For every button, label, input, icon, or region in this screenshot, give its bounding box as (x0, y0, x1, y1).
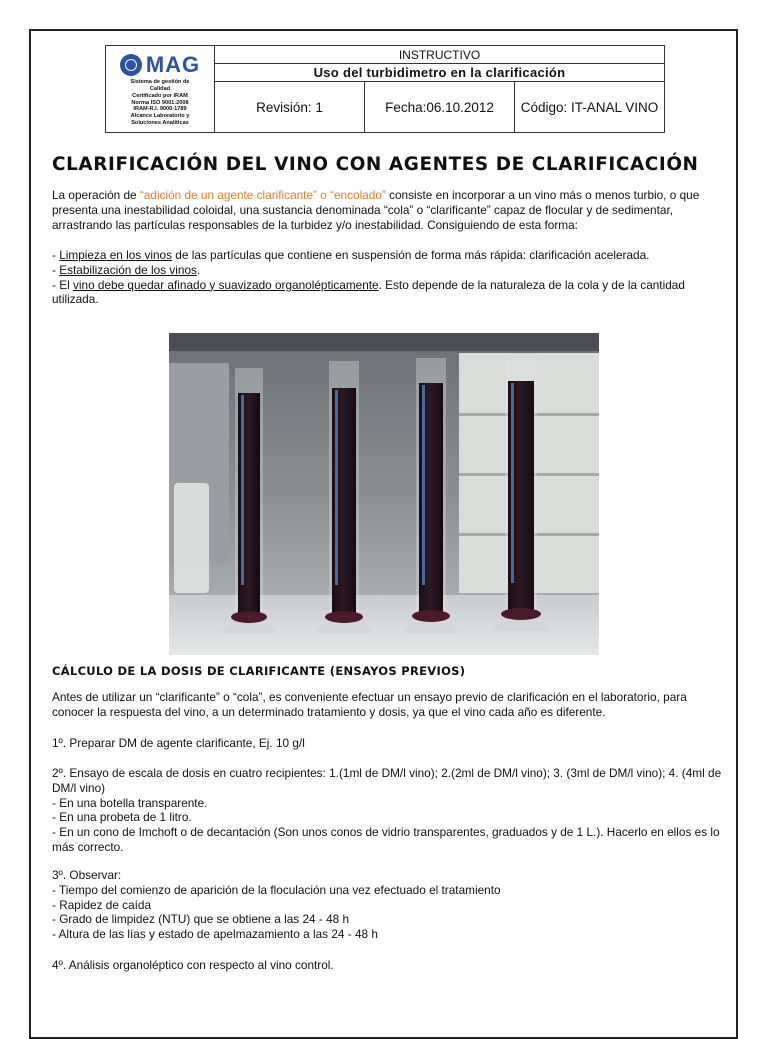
logo-block (106, 46, 215, 133)
step-3 (52, 868, 728, 942)
pretest-paragraph: Antes de utilizar un “clarificante” o “cola”, es conveniente efectuar un ensayo previo de clarificación en el laboratorio, para conocer la respuesta del vino, a un determinado tratamiento y dosis, ya que el vino cada año es diferente. (52, 690, 687, 719)
cert-line: Alcance Laboratorio y (130, 113, 190, 120)
cert-line: Norma ISO 9001:2008 (131, 99, 189, 106)
underlined-term: vino debe quedar afinado y suavizado organolépticamente (72, 277, 379, 292)
doc-type: INSTRUCTIVO (215, 46, 665, 64)
certification-text (106, 79, 214, 127)
graduated-cylinders-photo (169, 333, 599, 655)
revision-cell: Revisión: 1 (215, 82, 365, 133)
doc-title: Uso del turbidimetro en la clarificación (215, 64, 665, 82)
step-line: - Rapidez de caída (52, 897, 152, 912)
cert-line: Sistema de gestión de (130, 79, 190, 86)
step-1: 1º. Preparar DM de agente clarificante, Ej. 10 g/l (52, 736, 305, 750)
step-line: - Tiempo del comienzo de aparición de la floculación una vez efectuado el tratamiento (52, 882, 501, 897)
benefit-item: - El vino debe quedar afinado y suavizado organolépticamente. Esto depende de la naturaleza de la cola y de la cantidad utilizada. (52, 277, 685, 307)
cert-line: Certificado por IRAM (132, 92, 188, 99)
step-4: 4º. Análisis organoléptico con respecto al vino control. (52, 958, 334, 972)
intro-text: La operación de (52, 188, 140, 202)
benefit-item: - Estabilización de los vinos. (52, 262, 201, 277)
step-line: - En un cono de Imchoft o de decantación (Son unos conos de vidrio transparentes, graduados y de 1 L.). Hacerlo en ellos es lo más correcto. (52, 825, 720, 854)
step-line: 3º. Observar: (52, 868, 122, 882)
underlined-term: Estabilización de los vinos (59, 262, 197, 277)
benefit-item: - Limpieza en los vinos de las partículas que contiene en suspensión de forma más rápida: clarificación acelerada. (52, 248, 650, 262)
cert-line: Calidad (149, 86, 171, 92)
step-line: - Grado de limpidez (NTU) que se obtiene a las 24 - 48 h (52, 912, 350, 927)
step-line: - Altura de las lías y estado de apelmazamiento a las 24 - 48 h (52, 927, 378, 942)
step-line: 2º. Ensayo de escala de dosis en cuatro recipientes: 1.(1ml de DM/l vino); 2.(2ml de DM/l vino); 3. (3ml de DM/l vino); 4. (4ml de DM/l vino) (52, 766, 722, 795)
step-line: - En una botella transparente. (52, 795, 208, 810)
cert-line: IRAM-R.I. 9000-1789 (133, 106, 187, 113)
highlighted-term: “adición de un agente clarificante” o “encolado” (139, 188, 386, 202)
intro-paragraph (52, 188, 728, 232)
code-cell: Código: IT-ANAL VINO (515, 82, 665, 133)
step-2 (52, 766, 728, 855)
section-subtitle: CÁLCULO DE LA DOSIS DE CLARIFICANTE (ENSAYOS PREVIOS) (52, 664, 466, 678)
date-cell: Fecha:06.10.2012 (365, 82, 515, 133)
step-line: - En una probeta de 1 litro. (52, 810, 192, 825)
logo-text: MAG (145, 52, 201, 78)
underlined-term: Limpieza en los vinos (59, 248, 173, 262)
intro-text: consiste en incorporar a un vino más o menos turbio, o que presenta una inestabilidad coloidal, una sustancia denominada “cola” o “clarificante” capaz de flocular y de sedimentar, arrastrando las partículas responsables de la turbidez y/o inestabilidad. Consiguiendo de esta forma: (52, 188, 700, 232)
page-title: CLARIFICACIÓN DEL VINO CON AGENTES DE CLARIFICACIÓN (52, 154, 699, 175)
globe-logo-icon (120, 54, 142, 76)
document-header (105, 45, 665, 133)
benefits-list (52, 248, 728, 307)
cert-line: Soluciones Analíticas (131, 119, 189, 126)
